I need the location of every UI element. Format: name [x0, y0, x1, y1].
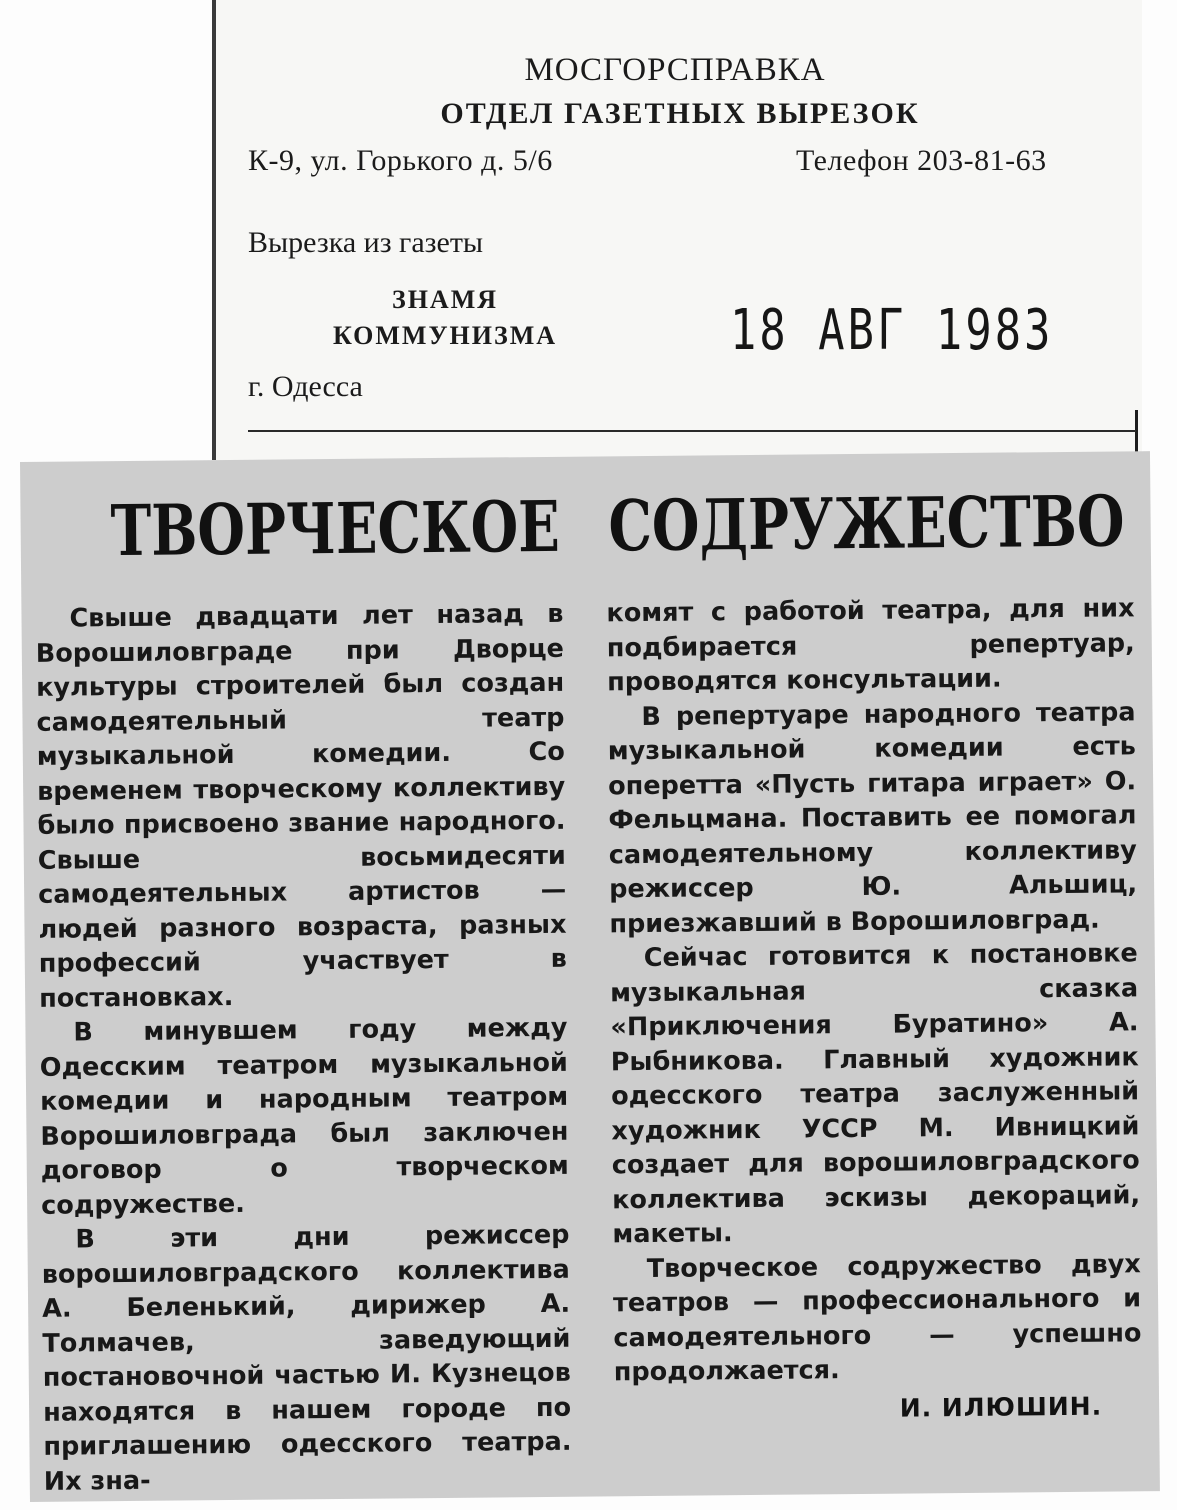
cut-from-label: Вырезка из газеты	[248, 226, 484, 259]
article-paragraph: Сейчас готовится к постановке музыкальная сказка «Приключения Буратино» А. Рыбникова. Главный художник одесского театра заслуженный художник УССР М. Ивницкий создает для ворошиловградского коллектива эскизы декораций, макеты.	[609, 938, 1141, 1250]
newspaper-city: г. Одесса	[248, 370, 363, 403]
newspaper-name	[300, 282, 590, 354]
newspaper-name-line-2: КОММУНИЗМА	[332, 321, 558, 350]
slip-left-border	[212, 0, 216, 460]
article-column-left	[35, 597, 572, 1499]
agency-phone: Телефон 203-81-63	[796, 144, 1047, 177]
article-paragraph: Творческое содружество двух театров — профессионального и самодеятельного — успешно продолжается.	[612, 1248, 1142, 1388]
slip-divider	[248, 430, 1136, 432]
department-name: ОТДЕЛ ГАЗЕТНЫХ ВЫРЕЗОК	[440, 97, 920, 130]
article-paragraph: В эти дни режиссер ворошиловградского коллектива А. Беленький, дирижер А. Толмачев, заведующий постановочной частью И. Кузнецов находятся в нашем городе по приглашению одесского театра. Их зна-	[41, 1219, 572, 1497]
article-column-right	[606, 591, 1142, 1428]
newspaper-name-line-1: ЗНАМЯ	[391, 285, 499, 314]
newspaper-clipping	[20, 451, 1160, 1502]
agency-name: МОСГОРСПРАВКА	[524, 52, 826, 88]
article-paragraph-continuation: комят с работой театра, для них подбирается репертуар, проводятся консультации.	[606, 593, 1135, 698]
article-headline: ТВОРЧЕСКОЕ СОДРУЖЕСТВО	[110, 479, 1125, 573]
article-author: И. ИЛЮШИН.	[899, 1391, 1103, 1423]
article-paragraph: В репертуаре народного театра музыкальной комедии есть оперетта «Пусть гитара играет» О. Фельцмана. Поставить ее помогал самодеятельному коллективу режиссер Ю. Альшиц, приезжавший в Ворошиловград.	[607, 696, 1138, 939]
article-paragraph: В минувшем году между Одесским театром музыкальной комедии и народным театром Ворошиловграда был заключен договор о творческом содружестве.	[39, 1012, 569, 1221]
date-stamp: 18 АВГ 1983	[730, 298, 1054, 363]
article-paragraph: Свыше двадцати лет назад в Ворошиловграде при Дворце культуры строителей был создан самодеятельный театр музыкальной комедии. Со временем творческому коллективу было присвоено звание народного. Свыше восьмидесяти самодеятельных артистов — людей разного возраста, разных профессий участвует в постановках.	[35, 598, 567, 1014]
agency-address: К-9, ул. Горького д. 5/6	[248, 144, 553, 177]
